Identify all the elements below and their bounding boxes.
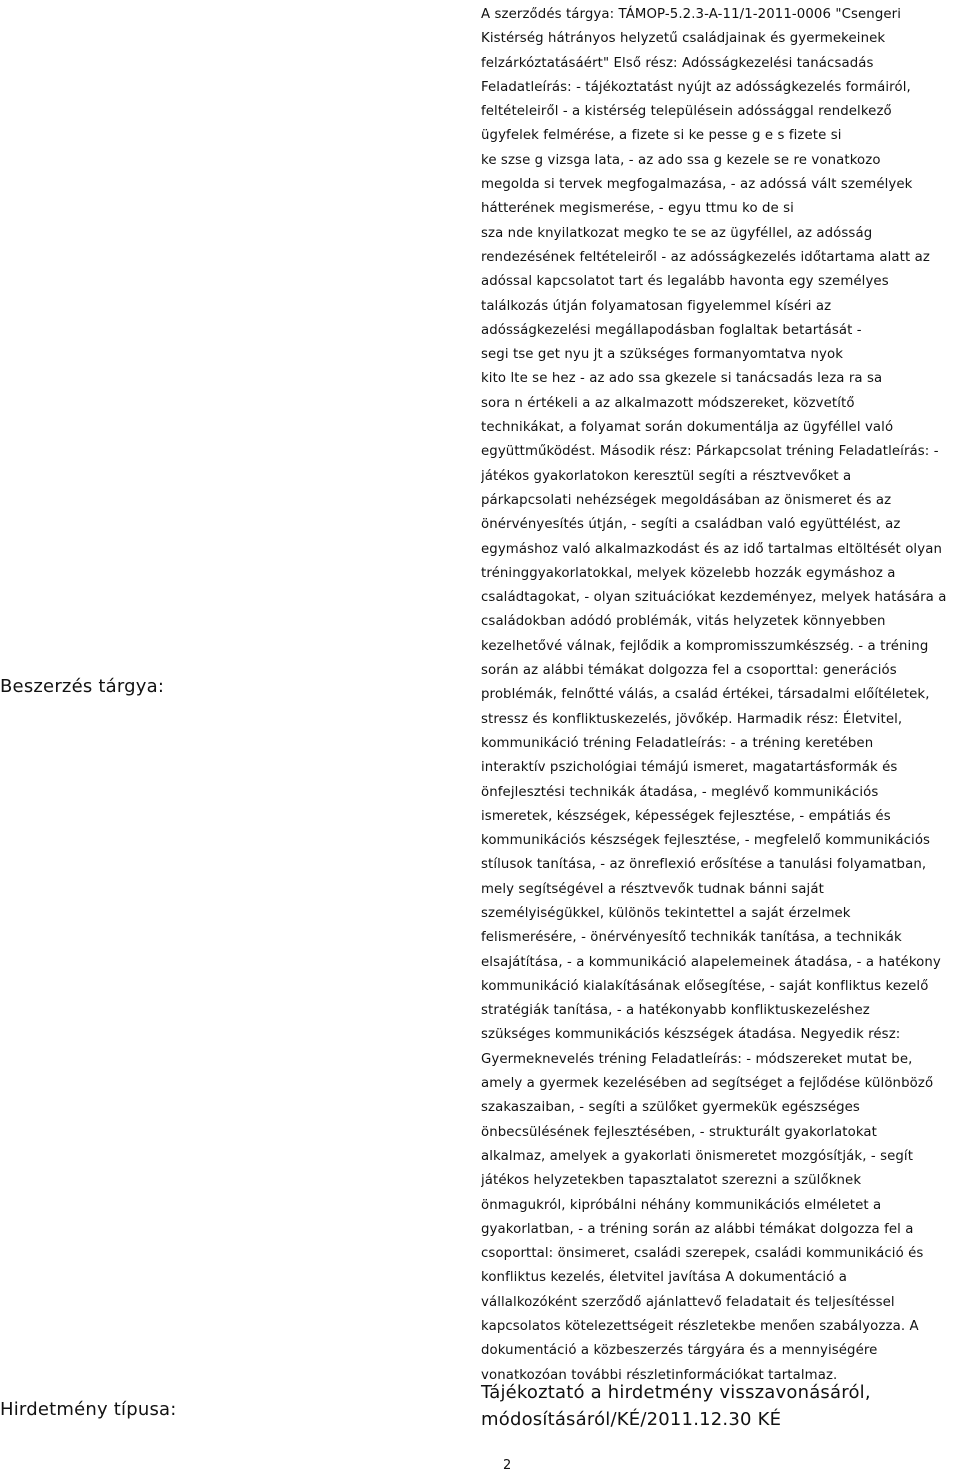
subject-text-line: kapcsolatos kötelezettségeit részletekbe menően szabályozza. A [481,1319,919,1335]
subject-text-line: technikákat, a folyamat során dokumentálja az ügyféllel való [481,420,894,436]
subject-text-line: sza nde knyilatkozat megko te se az ügyféllel, az adósság [481,225,873,241]
subject-text-line: játékos gyakorlatokon keresztül segíti a résztvevőket a [481,468,852,484]
page-number: 2 [503,1458,512,1473]
subject-text-line: önmagukról, kipróbálni néhány kommunikációs elméletet a [481,1197,882,1213]
subject-text-line: szakaszaiban, - segíti a szülőket gyermekük egészséges [481,1100,860,1116]
subject-text-line: interaktív pszichológiai témájú ismeret, magatartásformák és [481,760,898,776]
subject-text-line: Kistérség hátrányos helyzetű családjainak és gyermekeinek [481,31,886,47]
subject-text-line: stílusok tanítása, - az önreflexió erősítése a tanulási folyamatban, [481,857,927,873]
subject-text-line: ismeretek, készségek, képességek fejlesztése, - empátiás és [481,808,891,824]
subject-text-line: stressz és konfliktuskezelés, jövőkép. Harmadik rész: Életvitel, [481,711,903,727]
subject-text-line: A szerződés tárgya: TÁMOP-5.2.3-A-11/1-2011-0006 "Csengeri [481,7,901,22]
notice-type-line: módosításáról/KÉ/2011.12.30 KÉ [481,1409,782,1430]
notice-type-line: Tájékoztató a hirdetmény visszavonásáról, [481,1382,871,1403]
subject-text-line: személyiségükkel, különös tekintettel a saját érzelmek [481,905,851,921]
subject-text-line: hátterének megismerése, - egyu ttmu ko de si [481,201,794,217]
subject-text-line: dokumentáció a közbeszerzés tárgyára és a mennyiségére [481,1343,878,1359]
subject-text-line: kito lte se hez - az ado ssa gkezele si tanácsadás leza ra sa [481,371,883,387]
subject-text-line: feltételeiről - a kistérség településein adóssággal rendelkező [481,104,892,120]
subject-text-line: családokban adódó problémák, vitás helyzetek könnyebben [481,614,886,630]
subject-text-line: rendezésének feltételeiről - az adósságkezelés időtartama alatt az [481,249,930,265]
subject-text-line: egymáshoz való alkalmazkodást és az idő tartalmas eltöltését olyan [481,541,942,557]
subject-text-line: kommunikáció kialakításának elősegítése, - saját konfliktus kezelő [481,978,929,994]
subject-text-line: párkapcsolati nehézségek megoldásában az önismeret és az [481,492,892,508]
subject-text-line: konfliktus kezelés, életvitel javítása A dokumentáció a [481,1270,847,1286]
subject-text-line: tréninggyakorlatokkal, melyek közelebb hozzák egymáshoz a [481,565,896,581]
subject-text-line: problémák, felnőtté válás, a család értékei, társadalmi előítéletek, [481,687,930,703]
subject-text-line: ügyfelek felmérése, a fizete si ke pesse g e s fizete si [481,128,842,144]
subject-text-line: felismerésére, - önérvényesítő technikák tanítása, a technikák [481,930,902,946]
subject-label: Beszerzés tárgya: [0,676,165,697]
subject-text-line: gyakorlatban, - a tréning során az alábbi témákat dolgozza fel a [481,1221,914,1237]
subject-text-line: szükséges kommunikációs készségek átadása. Negyedik rész: [481,1027,901,1043]
subject-text-line: családtagokat, - olyan szituációkat kezdeményez, melyek hatására a [481,590,947,606]
subject-text-line: vállalkozóként szerződő ajánlattevő feladatait és teljesítéssel [481,1294,895,1310]
subject-text-line: adóssal kapcsolatot tart és legalább havonta egy személyes [481,274,889,290]
subject-text-line: adósságkezelési megállapodásban foglaltak betartását - [481,322,862,338]
subject-text-line: játékos helyzetekben tapasztalatot szerezni a szülőknek [481,1173,862,1189]
subject-text-line: amely a gyermek kezelésében ad segítséget a fejlődése különböző [481,1076,934,1092]
subject-text-line: vonatkozóan további részletinformációkat tartalmaz. [481,1367,838,1383]
subject-text-line: önérvényesítés útján, - segíti a családban való együttélést, az [481,517,901,533]
subject-text-line: stratégiák tanítása, - a hatékonyabb konfliktuskezeléshez [481,1003,870,1019]
subject-text-line: elsajátítása, - a kommunikáció alapelemeinek átadása, - a hatékony [481,954,941,970]
subject-text-line: mely segítségével a résztvevők tudnak bánni saját [481,881,824,897]
subject-text-line: együttműködést. Második rész: Párkapcsolat tréning Feladatleírás: - [481,444,939,460]
subject-text-line: Gyermeknevelés tréning Feladatleírás: - módszereket mutat be, [481,1051,913,1067]
subject-text-line: alkalmaz, amelyek a gyakorlati önismeretet mozgósítják, - segít [481,1148,914,1164]
subject-text-line: felzárkóztatásáért" Első rész: Adósságkezelési tanácsadás [481,55,874,71]
subject-description [481,3,959,1388]
subject-text-line: csoporttal: önsimeret, családi szerepek, családi kommunikáció és [481,1246,924,1262]
subject-text-line: segi tse get nyu jt a szükséges formanyomtatva nyok [481,347,844,363]
subject-text-line: Feladatleírás: - tájékoztatást nyújt az adósságkezelés formáiról, [481,79,911,95]
subject-text-line: találkozás útján folyamatosan figyelemmel kíséri az [481,298,832,314]
notice-type-label: Hirdetmény típusa: [0,1399,177,1420]
subject-text-line: ke szse g vizsga lata, - az ado ssa g kezele se re vonatkozo [481,152,881,168]
subject-text-line: kommunikációs készségek fejlesztése, - megfelelő kommunikációs [481,833,931,849]
subject-text-line: során az alábbi témákat dolgozza fel a csoporttal: generációs [481,663,897,679]
subject-text-line: önbecsülésének fejlesztésében, - strukturált gyakorlatokat [481,1124,877,1140]
subject-text-line: sora n értékeli a az alkalmazott módszereket, közvetítő [481,395,855,411]
subject-text-line: önfejlesztési technikák átadása, - meglévő kommunikációs [481,784,879,800]
notice-type-value [481,1379,951,1433]
subject-text-line: kommunikáció tréning Feladatleírás: - a tréning keretében [481,735,874,751]
subject-text-line: megolda si tervek megfogalmazása, - az adóssá vált személyek [481,177,913,193]
subject-text-line: kezelhetővé válnak, fejlődik a kompromisszumkészség. - a tréning [481,638,929,654]
